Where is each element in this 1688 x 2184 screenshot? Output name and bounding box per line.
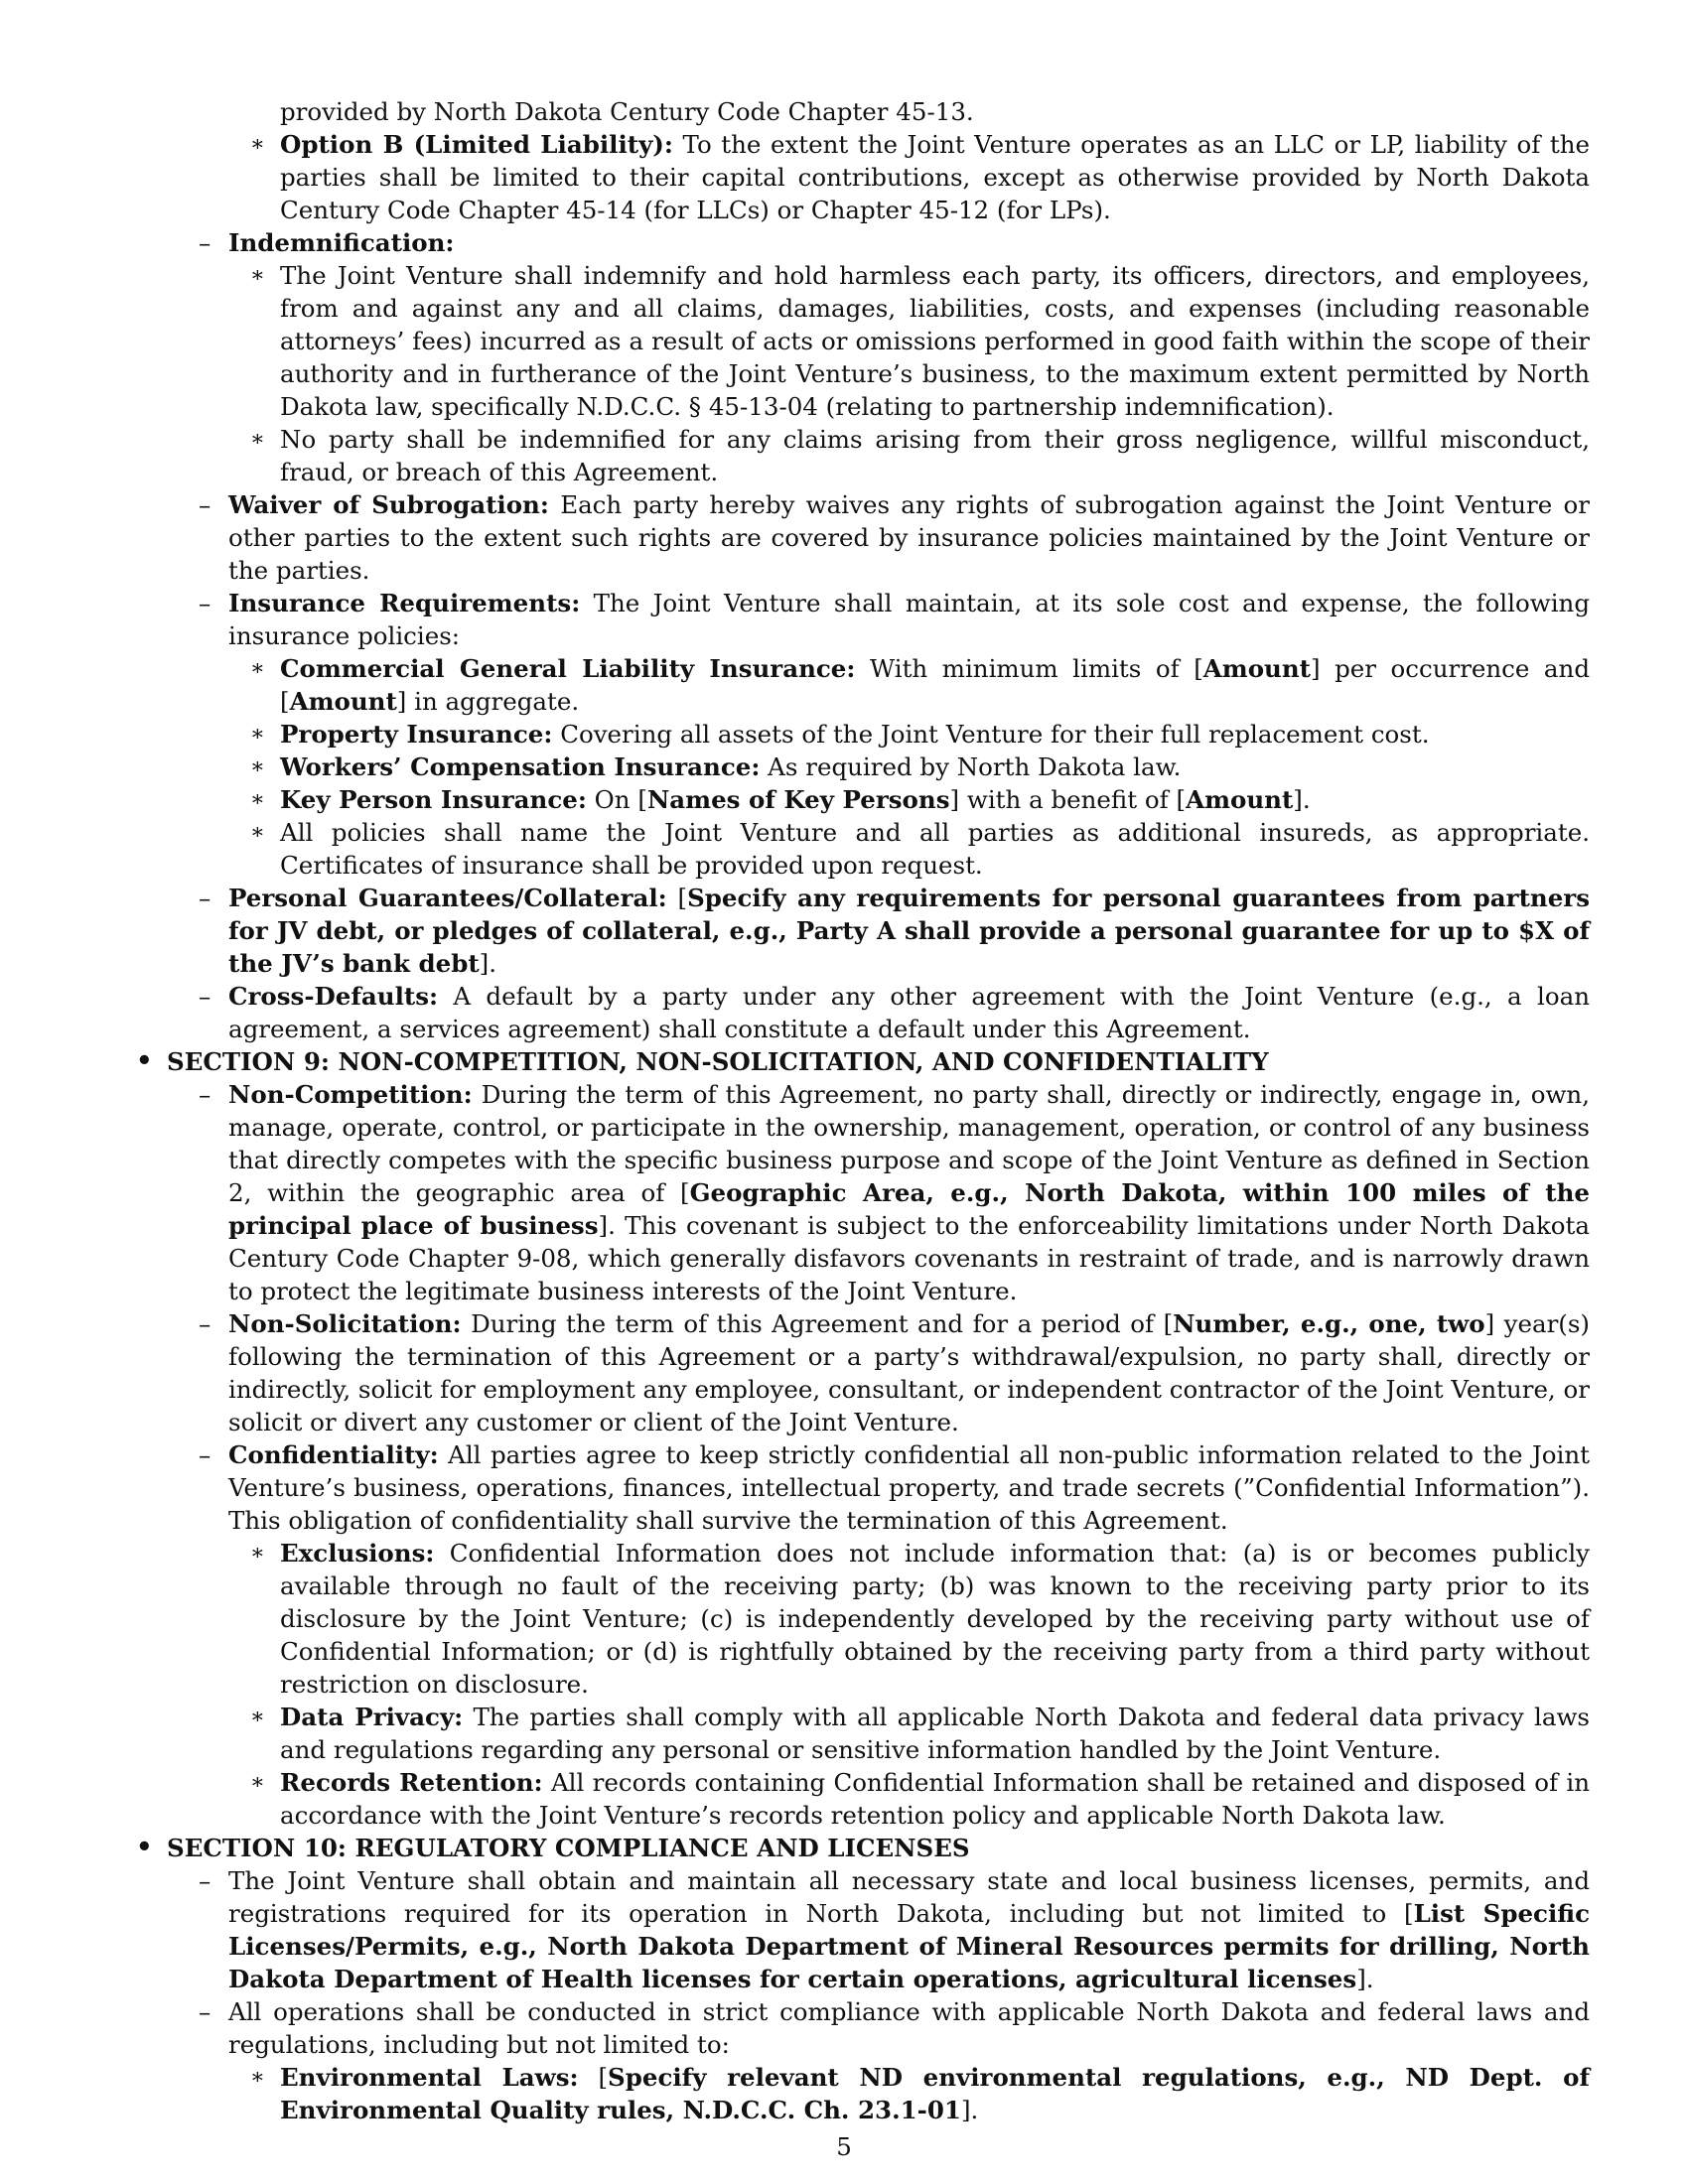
page-number: 5 [836,2132,852,2161]
item-label: Waiver of Subrogation: [228,490,549,519]
list-item-personal-guarantees [147,882,1590,980]
asterisk-bullet: ∗ [250,1541,265,1566]
item-text: To the extent the Joint Venture operates as an LLC or LP, liability of the parties shall be limited to their capital contributions, except as otherwise provided by North Dakota Century Code Chapter 45-14 (for LLCs) or Chapter 45-12 (for LPs). [280,130,1590,224]
item-text: As required by North Dakota law. [760,752,1182,781]
item-label: Option B (Limited Liability): [280,130,673,159]
item-text: ]. This covenant is subject to the enforceability limitations under North Dakota Century Code Chapter 9-08, which generally disfavors covenants in restraint of trade, and is narrowly drawn to protect the legitimate business interests of the Joint Venture. [228,1211,1591,1305]
list-item-key-person-insurance [147,783,1590,816]
placeholder-geographic-area: Geographic Area, e.g., North Dakota, within 100 miles of the principal place of business [228,1178,1591,1240]
item-text: During the term of this Agreement and for a period of [ [461,1309,1174,1338]
asterisk-bullet: ∗ [250,1770,265,1795]
placeholder-number: Number, e.g., one, two [1173,1309,1485,1338]
item-text: ] per occurrence and [ [280,654,1591,716]
dash-bullet: – [199,884,211,912]
item-text: ] with a benefit of [ [949,785,1187,814]
asterisk-bullet: ∗ [250,787,265,812]
list-item-insurance-requirements [147,587,1590,652]
item-label: Indemnification: [228,228,455,257]
list-item-commercial-general-liability [147,652,1590,718]
item-label: Key Person Insurance: [280,785,587,814]
section-title: SECTION 10: REGULATORY COMPLIANCE AND LICENSES [167,1834,970,1862]
item-label: Exclusions: [280,1539,435,1568]
list-item-property-insurance [147,718,1590,751]
list-item-non-solicitation [147,1307,1590,1438]
item-text: All records containing Confidential Information shall be retained and disposed of in accordance with the Joint Venture’s records retention policy and applicable North Dakota law. [280,1768,1590,1830]
item-label: Personal Guarantees/Collateral: [228,884,667,912]
item-text: ] in aggregate. [396,687,580,716]
asterisk-bullet: ∗ [250,754,265,779]
list-item-indemnification [147,226,1590,259]
item-text: No party shall be indemnified for any claims arising from their gross negligence, willful misconduct, fraud, or breach of this Agreement. [280,425,1590,486]
dash-bullet: – [199,982,211,1011]
dash-bullet: – [199,490,211,519]
item-text: ]. [1356,1965,1374,1993]
list-item-cross-defaults [147,980,1590,1045]
bullet-dot: • [136,1046,153,1076]
item-text: ]. [1293,785,1311,814]
list-item-all-policies [147,816,1590,882]
list-item-confidentiality [147,1438,1590,1537]
item-text: The Joint Venture shall indemnify and hold harmless each party, its officers, directors, and employees, from and against any and all claims, damages, liabilities, costs, and expenses (including reasonable attorneys’ fees) incurred as a result of acts or omissions performed in good faith within the scope of their authority and in furtherance of the Joint Venture’s business, to the maximum extent permitted by North Dakota law, specifically N.D.C.C. § 45-13-04 (relating to partnership indemnification). [280,261,1590,421]
dash-bullet: – [199,228,211,257]
asterisk-bullet: ∗ [250,132,265,157]
item-label: Property Insurance: [280,720,553,749]
list-item-option-b [147,128,1590,226]
item-text: With minimum limits of [ [855,654,1203,683]
placeholder-amount: Amount [1202,654,1311,683]
asterisk-bullet: ∗ [250,722,265,747]
option-a-continuation [147,95,1590,128]
asterisk-bullet: ∗ [250,1705,265,1729]
placeholder-key-persons: Names of Key Persons [646,785,950,814]
asterisk-bullet: ∗ [250,427,265,452]
placeholder-licenses: List Specific Licenses/Permits, e.g., North Dakota Department of Mineral Resources permits for drilling, North Dakota Department of Health licenses for certain operations, agricultural licenses [228,1899,1590,1993]
list-item-workers-compensation [147,751,1590,783]
asterisk-bullet: ∗ [250,2065,265,2090]
section-9-heading [136,1045,1590,1078]
list-item-licenses [147,1864,1590,1995]
list-item-environmental-laws [147,2061,1590,2126]
item-text: All policies shall name the Joint Venture and all parties as additional insureds, as appropriate. Certificates of insurance shall be provided upon request. [280,818,1590,880]
list-item-data-privacy [147,1701,1590,1766]
item-text: ]. [479,949,497,978]
item-text: All parties agree to keep strictly confidential all non-public information related to the Joint Venture’s business, operations, finances, intellectual property, and trade secrets (”Confidential Information”). This obligation of confidentiality shall survive the termination of this Agreement. [228,1440,1590,1535]
item-text: Confidential Information does not include information that: (a) is or becomes publicly available through no fault of the receiving party; (b) was known to the receiving party prior to its disclosure by the Joint Venture; (c) is independently developed by the receiving party without use of Confidential Information; or (d) is rightfully obtained by the receiving party from a third party without restriction on disclosure. [280,1539,1590,1699]
item-text: On [ [586,785,647,814]
list-item-indemnification-2 [147,423,1590,488]
item-text: All operations shall be conducted in strict compliance with applicable North Dakota and federal laws and regulations, including but not limited to: [228,1997,1590,2059]
placeholder-environmental-regulations: Specify relevant ND environmental regulations, e.g., ND Dept. of Environmental Quality rules, N.D.C.C. Ch. 23.1-01 [280,2063,1590,2124]
item-text: [ [666,884,688,912]
item-text: A default by a party under any other agreement with the Joint Venture (e.g., a loan agreement, a services agreement) shall constitute a default under this Agreement. [228,982,1590,1043]
dash-bullet: – [199,589,211,617]
item-label: Records Retention: [280,1768,543,1797]
item-label: Insurance Requirements: [228,589,581,617]
item-label: Non-Solicitation: [228,1309,462,1338]
item-text: ]. [960,2096,979,2124]
dash-bullet: – [199,1440,211,1469]
dash-bullet: – [199,1309,211,1338]
placeholder-amount: Amount [289,687,397,716]
section-title: SECTION 9: NON-COMPETITION, NON-SOLICITATION, AND CONFIDENTIALITY [167,1047,1269,1076]
asterisk-bullet: ∗ [250,820,265,845]
item-text: During the term of this Agreement, no party shall, directly or indirectly, engage in, own, manage, operate, control, or participate in the ownership, management, operation, or control of any business that directly competes with the specific business purpose and scope of the Joint Venture as defined in Section 2, within the geographic area of [ [228,1080,1590,1207]
asterisk-bullet: ∗ [250,263,265,288]
item-text: ] year(s) following the termination of this Agreement or a party’s withdrawal/expulsion, no party shall, directly or indirectly, solicit for employment any employee, consultant, or independent contractor of the Joint Venture, or solicit or divert any customer or client of the Joint Venture. [228,1309,1590,1436]
item-text: The parties shall comply with all applicable North Dakota and federal data privacy laws and regulations regarding any personal or sensitive information handled by the Joint Venture. [280,1703,1590,1764]
list-item-non-competition [147,1078,1590,1307]
item-label: Workers’ Compensation Insurance: [280,752,761,781]
item-label: Confidentiality: [228,1440,439,1469]
item-label: Non-Competition: [228,1080,473,1109]
list-item-exclusions [147,1537,1590,1701]
item-text: The Joint Venture shall maintain, at its sole cost and expense, the following insurance policies: [228,589,1591,650]
item-label: Cross-Defaults: [228,982,439,1011]
list-item-waiver-of-subrogation [147,488,1590,587]
item-label: Data Privacy: [280,1703,464,1731]
placeholder-guarantees: Specify any requirements for personal guarantees from partners for JV debt, or pledges of collateral, e.g., Party A shall provide a personal guarantee for up to $X of the JV’s bank debt [228,884,1590,978]
item-text: Each party hereby waives any rights of subrogation against the Joint Venture or other parties to the extent such rights are covered by insurance policies maintained by the Joint Venture or the parties. [228,490,1591,585]
dash-bullet: – [199,1866,211,1895]
item-label: Commercial General Liability Insurance: [280,654,856,683]
list-item-records-retention [147,1766,1590,1832]
item-text: Covering all assets of the Joint Venture for their full replacement cost. [552,720,1430,749]
bullet-dot: • [136,1833,153,1862]
continuation-text: provided by North Dakota Century Code Chapter 45-13. [280,97,974,126]
item-label: Environmental Laws: [280,2063,579,2092]
item-text: [ [578,2063,609,2092]
placeholder-amount: Amount [1186,785,1294,814]
list-item-compliance [147,1995,1590,2061]
document-page [136,95,1591,2126]
section-10-heading [136,1832,1590,1864]
asterisk-bullet: ∗ [250,656,265,681]
dash-bullet: – [199,1997,211,2026]
dash-bullet: – [199,1080,211,1109]
list-item-indemnification-1 [147,259,1590,423]
item-text: The Joint Venture shall obtain and maintain all necessary state and local business licenses, permits, and registrations required for its operation in North Dakota, including but not limited to [ [228,1866,1590,1928]
